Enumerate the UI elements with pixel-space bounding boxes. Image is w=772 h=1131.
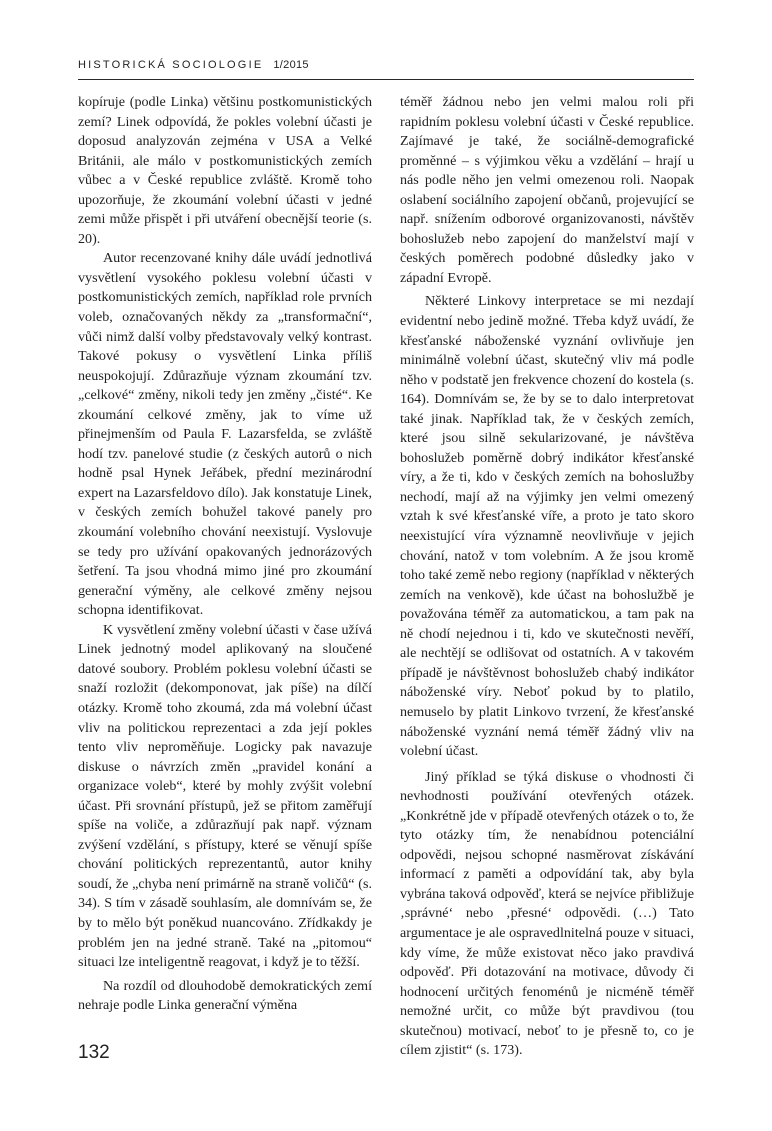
paragraph: Jiný příklad se týká diskuse o vhodnosti či nevhodnosti používání otevřených otázek. „Konkrétně jde v případě otevřených otázek o to, že tyto otázky tím, že nenabídnou potenciální odpovědi, nejsou schopné nasměrovat získávání informací z paměti a odpovídání tak, aby byla vybrána taková odpověď, která se nejvíce přibližuje ‚správné‘ nebo ‚přesné‘ odpovědi. (…) Tato argumentace je ale ospravedlnitelná pouze v situaci, kdy víme, že může existovat něco jako pravdivá odpověď. Při dotazování na motivace, důvody či hodnocení určitých fenoménů je nicméně téměř nemožné určit, co může být pravdivou (tou skutečnou) motivací, neboť to je přesně to, co je cílem zjistit“ (s. 173). (400, 768, 694, 1059)
paragraph: Některé Linkovy interpretace se mi nezdají evidentní nebo jedině možné. Třeba když uvádí, že křesťanské náboženské vyznání ovlivňuje jen minimálně volební účast, skutečný vliv má podle něho v podstatě jen frekvence chození do kostela (s. 164). Domnívám se, že by se to dalo interpretovat také jinak. Například tak, že v českých zemích, které jsou silně sekularizované, je návštěva bohoslužeb poměrně dobrý indikátor křesťanské víry, a že ti, kdo v českých zemích na bohoslužby nechodí, mají až na výjimky jen velmi omezený vztah k své křesťanské víře, a proto je tato skoro neexistující víra významně neovlivňuje v jejich chování, natož v tom volebním. A že jsou kromě toho také země nebo regiony (například v některých zemích na venkově), kde účast na bohoslužbě je považována téměř za automatickou, a tam pak na ně chodí nejednou i ti, kdo ve skutečnosti nevěří, ale nechtějí se odlišovat od ostatních. A v takovém případě je návštěvnost bohoslužeb chabý indikátor náboženské víry. Neboť pokud by to platilo, nemuselo by platit Linkovo tvrzení, že křesťanské náboženské vyznání nemá téměř žádný vliv na volební účast. (400, 293, 694, 760)
right-column (400, 93, 694, 1061)
paragraph: Na rozdíl od dlouhodobě demokratických zemí nehraje podle Linka generační výměna (78, 977, 372, 1014)
header-rule (78, 79, 694, 80)
issue-number: 1/2015 (273, 59, 309, 71)
page-number: 132 (78, 1042, 110, 1063)
paragraph: téměř žádnou nebo jen velmi malou roli při rapidním poklesu volební účasti v České republice. Zajímavé je také, že sociálně-demografické proměnné – s výjimkou věku a vzdělání – hrají u nás podle něho jen velmi omezenou roli. Naopak oslabení sociálního zapojení občanů, projevující se např. snížením odborové organizovanosti, návštěv bohoslužeb nebo zapojení do manželství mají v českých poměrech podobné důsledky jako v západní Evropě. (400, 94, 694, 286)
paragraph: K vysvětlení změny volební účasti v čase užívá Linek jednotný model aplikovaný na sloučené datové soubory. Problém poklesu volební účasti se snaží rozložit (dekomponovat, jak píše) na dílčí otázky. Kromě toho zkoumá, zda má volební účast vliv na politickou reprezentaci a zda její pokles tento vliv neproměňuje. Logicky pak navazuje diskuse o návrzích změn „pravidel konání a organizace voleb“, které by mohly zvýšit volební účast. Při srovnání přístupů, jež se přitom zaměřují spíše na voliče, a zdůrazňují pak např. význam zvýšení vzdělání, s přístupy, které se věnují spíše chování politických reprezentantů, autor knihy soudí, že „chyba není primárně na straně voličů“ (s. 34). S tím v zásadě souhlasím, ale domnívám se, že by to mělo být poněkud nuancováno. Zřídkakdy je problém jen na jedné straně. Také na „pitomou“ situaci lze inteligentně reagovat, i když je to těžší. (78, 621, 372, 971)
paragraph: kopíruje (podle Linka) většinu postkomunistických zemí? Linek odpovídá, že pokles volební účasti je doposud analyzován zejména v USA a Velké Británii, ale málo v postkomunistických zemích vůbec a v České republice zvláště. Kromě toho upozorňuje, že zkoumání volební účasti v jedné zemi může přispět i při utváření obecnější teorie (s. 20). (78, 94, 372, 247)
paragraph: Autor recenzované knihy dále uvádí jednotlivá vysvětlení vysokého poklesu volební účasti v postkomunistických zemích, například role prvních voleb, označovaných někdy za „transformační“, vůči nimž další volby představovaly velký kontrast. Takové pokusy o vysvětlení Linka příliš neuspokojují. Zdůrazňuje význam zkoumání tzv. „celkové“ změny, nikoli tedy jen změny „čisté“. Ke zkoumání celkové změny, jak to víme už přinejmenším od Paula F. Lazarsfelda, se zvláště hodí tzv. panelové studie (z českých autorů o nich hodně psal Hynek Jeřábek, přední mezinárodní expert na Lazarsfeldovo dílo). Jak konstatuje Linek, v českých zemích bohužel takové panely pro zkoumání volebního chování neexistují. Vyslovuje se tedy pro užívání opakovaných jednorázových šetření. Ta jsou vhodná mimo jiné pro zkoumání generační výměny, ale celkové změny nejsou schopna identifikovat. (78, 250, 372, 619)
left-column (78, 93, 372, 1016)
running-header (78, 59, 309, 71)
journal-title: HISTORICKÁ SOCIOLOGIE (78, 59, 264, 71)
